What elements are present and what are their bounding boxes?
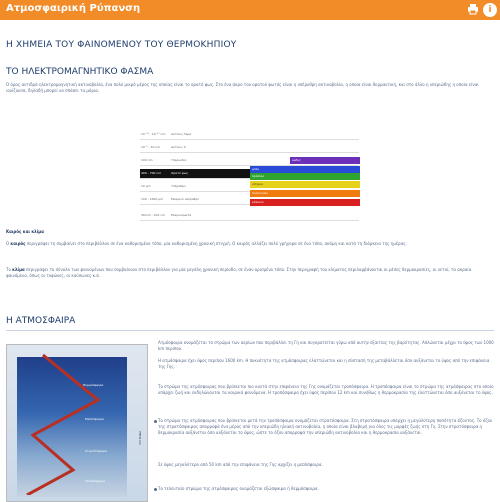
- atmosphere-paragraph-3: Το στρώμα της ατμόσφαιρας που βρίσκεται πιο κοντά στην επιφάνεια της Γης ονομάζεται τροπόσφαιρα. Η τροπόσφαιρα είναι το στρώμα της ατμόσφαιρας στο οποίο υπάρχει ζωή και εκδηλώνονται τα καιρικά φαινόμενα. Η τροπόσφαιρα έχει ύψος περίπου 12 km και συνήθως η θερμοκρασία της ελαττώνεται όσο αυξάνεται το ύψος.: [158, 384, 494, 395]
- spectrum-table: [140, 130, 359, 222]
- figure-label-stratosphere: Στρατόσφαιρα: [85, 449, 107, 453]
- figure-label-thermosphere: Θερμόσφαιρα: [83, 383, 104, 387]
- atmosphere-paragraph-6: Το τελευταίο στρώμα της ατμόσφαιρας ονομάζεται εξώσφαιρα ή θερμόσφαιρα.: [158, 486, 319, 491]
- spectrum-row-label: Υπέρυθρη: [171, 184, 186, 188]
- spectrum-left-label: 100 - 1000 μm: [141, 197, 164, 201]
- climate-paragraph: Το κλίμα περιγράφει το σύνολο των φαινομένων που συμβαίνουν στο περιβάλλον για μία μεγάλη χρονική περίοδο, σε έναν ορισμένο τόπο. Στην περιγραφή του κλίματος περιλαμβάνονται οι μέσες θερμοκρασίες, οι υετοί, τα ακραία φαινόμενα, όπως οι τυφώνες, οι καύσωνες κ.ά.: [6, 267, 472, 278]
- spectrum-left-label: 10⁻¹ - 10 nm: [141, 145, 161, 149]
- spectrum-row: [140, 211, 359, 221]
- spectrum-band-orange: πορτοκαλί: [250, 190, 360, 197]
- figure-axis-label: ΥΨΟΣ km: [138, 431, 142, 446]
- atmosphere-paragraph-4: Το στρώμα της ατμόσφαιρας που βρίσκεται μετά την τροπόσφαιρα ονομάζεται στρατόσφαιρα. Στη στρατόσφαιρα υπάρχει η μεγαλύτερη ποσότητα όζοντος. Το όζον της στρατόσφαιρας απορροφά ένα μέρος από την υπεριώδη ηλιακή ακτινοβολία, η οποία είναι βλαβερή για όλες τις μορφές ζωής στη Γη. Στην στρατόσφαιρα η θερμοκρασία αυξάνεται όσο αυξάνεται το ύψος, ώστε το όζον απορροφά την υπεριώδη ακτινοβολία και η θερμοκρασία αυξάνεται.: [158, 418, 493, 435]
- section-divider: [6, 330, 494, 331]
- atmosphere-diagram: [6, 344, 148, 502]
- section-heading-greenhouse: Η ΧΗΜΕΙΑ ΤΟΥ ΦΑΙΝΟΜΕΝΟΥ ΤΟΥ ΘΕΡΜΟΚΗΠΙΟΥ: [6, 40, 237, 50]
- climate-term: κλίμα: [12, 267, 25, 272]
- spectrum-row-label: Ακτίνες Χ: [171, 145, 186, 149]
- spectrum-band-blue: μπλε: [250, 166, 360, 173]
- spectrum-band-red: κόκκινο: [250, 199, 360, 206]
- spectrum-row-label: Υπεριώδες: [171, 158, 187, 162]
- spectrum-left-label: 400 - 700 nm: [141, 171, 162, 175]
- spectrum-left-label: 30mm - 100 cm: [141, 213, 165, 217]
- temperature-profile-line: [13, 345, 133, 495]
- atmosphere-paragraph-5: Σε ύψος μεγαλύτερο από 50 km από την επιφάνεια της Γης αρχίζει η μεσόσφαιρα.: [158, 462, 323, 467]
- weather-text: περιγράφει τη συμβαίνει στο περιβάλλον σε ένα καθορισμένο τόπο, μία καθορισμένη χρονική στιγμή. Ο καιρός αλλάζει πολύ γρήγορα σε ένα τόπο, ακόμη και κατά τη διάρκεια της ημέρας.: [26, 241, 407, 246]
- app-title: Ατμοσφαιρική Ρύπανση: [6, 3, 141, 14]
- spectrum-intro-text: Ο όρος αντιδρά ηλεκτρομαγνητική ακτινοβολία, ένα πολύ μικρό μέρος της οποίας είναι το ορατό φως. Στο ένα άκρο του ορατού φωτός είναι η υπέρυθρη ακτινοβολία, η οποία είναι θερμαντική, και στο άλλο η υπεριώδης η οποία είναι ιονίζουσα, δηλαδή μπορεί να σπάσει τα μόρια.: [6, 82, 479, 93]
- figure-label-mesosphere: Μεσόσφαιρα: [85, 417, 104, 421]
- spectrum-row: [140, 143, 359, 153]
- spectrum-left-label: 10 μm: [141, 184, 151, 188]
- atmosphere-paragraph-1: Ατμόσφαιρα ονομάζεται το στρώμα των αερίων που περιβάλλει τη Γη και συγκρατείται γύρω από αυτήν εξαιτίας της βαρύτητας. Απλώνεται μέχρι το ύψος των 1000 km περίπου.: [158, 340, 494, 351]
- info-button[interactable]: [483, 3, 497, 17]
- main-content: [0, 20, 500, 500]
- weather-heading: Καιρός και κλίμα: [6, 229, 44, 234]
- weather-paragraph: Ο καιρός περιγράφει τη συμβαίνει στο περιβάλλον σε ένα καθορισμένο τόπο, μία καθορισμένη χρονική στιγμή. Ο καιρός αλλάζει πολύ γρήγορα σε ένα τόπο, ακόμη και κατά τη διάρκεια της ημέρας.: [6, 241, 407, 246]
- atmosphere-paragraph-2: Η ατμόσφαιρα έχει ύψος περίπου 1600 km. Η πυκνότητα της ατμόσφαιρας ελαττώνεται και η σύστασή της μεταβάλλεται όσο αυξάνεται το ύψος από την επιφάνεια της Γης.: [158, 358, 490, 369]
- section-heading-atmosphere: Η ΑΤΜΟΣΦΑΙΡΑ: [6, 316, 76, 326]
- spectrum-row: [140, 130, 359, 140]
- section-heading-spectrum: ΤΟ ΗΛΕΚΤΡΟΜΑΓΝΗΤΙΚΟ ΦΑΣΜΑ: [6, 67, 154, 77]
- bullet-icon: [154, 488, 157, 491]
- spectrum-row-label: Ορατό φως: [171, 171, 189, 175]
- spectrum-left-label: 100 nm: [141, 158, 153, 162]
- spectrum-row-label: Μικροκύματα: [171, 213, 192, 217]
- printer-icon: [467, 3, 479, 15]
- spectrum-band-green: πράσινο: [250, 173, 360, 180]
- app-header: [0, 0, 500, 20]
- spectrum-row-label: Ακτίνες Γάμα: [171, 132, 192, 136]
- weather-term: καιρός: [10, 241, 26, 246]
- spectrum-left-label: 10⁻¹² - 10⁻¹¹ nm: [141, 132, 166, 136]
- spectrum-row-label: Μακρινό υπέρυθρο: [171, 197, 200, 201]
- info-icon: i: [488, 5, 492, 15]
- spectrum-band-yellow: κίτρινο: [250, 181, 360, 188]
- figure-label-troposphere: Τροπόσφαιρα: [85, 479, 105, 483]
- spectrum-band-violet: ιώδες: [290, 157, 360, 164]
- climate-text: περιγράφει το σύνολο των φαινομένων που συμβαίνουν στο περιβάλλον για μία μεγάλη χρονική περίοδο, σε έναν ορισμένο τόπο. Στην περιγραφή του κλίματος περιλαμβάνονται οι μέσες θερμοκρασίες, οι υετοί, τα ακραία φαινόμενα, όπως οι τυφώνες, οι καύσωνες κ.ά.: [6, 267, 472, 278]
- bullet-icon: [154, 420, 157, 423]
- print-button[interactable]: [466, 3, 480, 17]
